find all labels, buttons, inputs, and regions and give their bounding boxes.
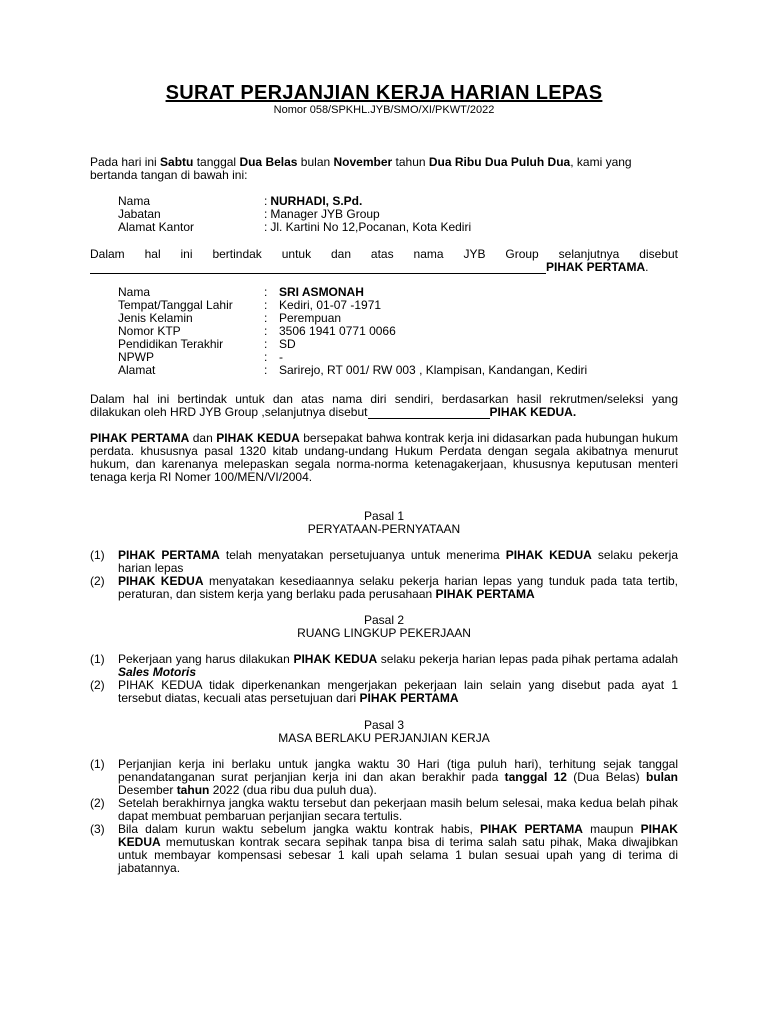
pasal2-title: RUANG LINGKUP PEKERJAAN: [297, 626, 471, 640]
pasal3-heading: Pasal 3: [363, 718, 405, 732]
item-text: [118, 575, 678, 601]
item-text: [118, 679, 678, 705]
field-label: Nama: [118, 285, 151, 299]
field-label: NPWP: [118, 350, 154, 364]
pasal1-title: PERYATAAN-PERNYATAAN: [307, 522, 461, 536]
party2-designation: PIHAK KEDUA.: [489, 405, 577, 419]
field-label: Nama: [118, 194, 151, 208]
acting-word: nama: [413, 247, 444, 261]
item-number: (3): [90, 822, 105, 836]
field-value: SD: [279, 337, 296, 351]
year-label: tahun: [176, 783, 210, 797]
acting-word: JYB: [463, 247, 486, 261]
item-number: (2): [90, 678, 105, 692]
field-value: Perempuan: [279, 311, 342, 325]
field-value: SRI ASMONAH: [279, 285, 364, 299]
period: .: [645, 260, 649, 274]
fill-underline: [368, 408, 490, 419]
item-text: [118, 758, 678, 797]
party1-ref: PIHAK PERTAMA: [435, 587, 535, 601]
item-number: (1): [90, 652, 105, 666]
acting-word: ini: [180, 247, 193, 261]
field-colon: :: [264, 298, 268, 312]
document-title: SURAT PERJANJIAN KERJA HARIAN LEPAS: [165, 82, 603, 104]
acting-word: hal: [144, 247, 161, 261]
acting-word: bertindak: [212, 247, 262, 261]
pasal3-title: MASA BERLAKU PERJANJIAN KERJA: [278, 731, 490, 745]
party1-identity-table: [118, 195, 471, 234]
party2-acting-line1: Dalam hal ini bertindak untuk dan atas nama diri sendiri, berdasarkan hasil rekrutmen/seleksi yang: [90, 392, 678, 406]
acting-word: Dalam: [90, 247, 125, 261]
pasal3-item: [90, 758, 678, 797]
field-colon: :: [264, 324, 268, 338]
party1-designation: PIHAK PERTAMA: [546, 260, 646, 274]
acting-word: Group: [505, 247, 539, 261]
opening-paragraph: [90, 156, 678, 182]
field-colon: :: [264, 311, 268, 325]
field-value: Manager JYB Group: [270, 207, 380, 221]
field-label: Alamat Kantor: [118, 220, 195, 234]
party2-ref: PIHAK KEDUA: [118, 574, 204, 588]
party1-ref: PIHAK PERTAMA: [479, 822, 583, 836]
field-colon: :: [264, 337, 268, 351]
pasal1-item: [90, 549, 678, 575]
field-value: 3506 1941 0771 0066: [279, 324, 396, 338]
party2-acting-line2: [90, 406, 576, 419]
item-text-run: Bila dalam kurun waktu sebelum jangka waktu kontrak habis,: [118, 822, 480, 836]
pasal3-item: [90, 797, 678, 823]
item-text-run: maupun: [582, 822, 641, 836]
month-label: bulan: [646, 770, 678, 784]
opening-year: Dua Ribu Dua Puluh Dua: [428, 155, 571, 169]
field-label: Nomor KTP: [118, 324, 181, 338]
party2-acting-text: dilakukan oleh HRD JYB Group ,selanjutnya disebut: [90, 405, 368, 419]
opening-text: tahun: [392, 155, 429, 169]
opening-text: bertanda tangan di bawah ini:: [90, 168, 248, 182]
agreement-text: bersepakat bahwa kontrak kerja ini didasarkan pada hubungan hukum perdata. khususnya pasal 1320 kitab undang-undang Hukum Perdata dengan segala akibatnya menurut hukum, dan karenanya melepaskan segala norma-norma ketenagakerjaan, khususnya keputusan menteri tenaga kerja RI Nomer 100/MEN/VI/2004.: [90, 431, 678, 484]
pasal3-item: [90, 823, 678, 875]
item-text-run: PIHAK KEDUA tidak diperkenankan mengerjakan pekerjaan lain selain yang disebut pada ayat 1 tersebut diatas, kecuali atas persetujuan dari: [118, 678, 678, 705]
field-colon: :: [264, 207, 268, 221]
opening-text: Pada hari ini: [90, 155, 161, 169]
item-text-run: Pekerjaan yang harus dilakukan: [118, 652, 294, 666]
party2-ref: PIHAK KEDUA: [216, 431, 300, 445]
end-date: tanggal 12: [504, 770, 567, 784]
party1-row: [118, 221, 471, 234]
pasal2-item: [90, 679, 678, 705]
agreement-paragraph: [90, 432, 678, 484]
party1-ref: PIHAK PERTAMA: [359, 691, 459, 705]
pasal1-item: [90, 575, 678, 601]
acting-word: disebut: [639, 247, 678, 261]
field-colon: :: [264, 285, 268, 299]
opening-text: tanggal: [193, 155, 240, 169]
item-number: (1): [90, 757, 105, 771]
opening-day: Sabtu: [160, 155, 194, 169]
field-value: NURHADI, S.Pd.: [270, 194, 363, 208]
field-colon: :: [264, 363, 268, 377]
field-value: Sarirejo, RT 001/ RW 003 , Klampisan, Kandangan, Kediri: [279, 363, 588, 377]
item-text: [118, 549, 678, 575]
field-value: Kediri, 01-07 -1971: [279, 298, 382, 312]
item-text: [118, 653, 678, 679]
pasal1-heading: Pasal 1: [363, 509, 405, 523]
party2-row: [118, 338, 587, 351]
item-text-run: (Dua Belas): [566, 770, 646, 784]
acting-word: selanjutnya: [558, 247, 620, 261]
opening-date: Dua Belas: [239, 155, 298, 169]
field-colon: :: [264, 194, 268, 208]
acting-word: dan: [330, 247, 352, 261]
party1-designation-line: [90, 261, 678, 274]
item-text-run: selaku pekerja harian lepas pada pihak pertama adalah: [377, 652, 678, 666]
agreement-text: dan: [189, 431, 217, 445]
item-text-run: menyatakan kesediaannya selaku pekerja harian lepas yang tunduk pada tata tertib, peraturan, dan sistem kerja yang berlaku pada perusahaan: [118, 574, 678, 601]
party2-ref: PIHAK KEDUA: [118, 822, 678, 849]
pasal2-heading: Pasal 2: [363, 613, 405, 627]
document-number: Nomor 058/SPKHL.JYB/SMO/XI/PKWT/2022: [273, 104, 495, 116]
pasal2-item: [90, 653, 678, 679]
field-label: Alamat: [118, 363, 156, 377]
item-text-run: 2022 (dua ribu dua puluh dua).: [209, 783, 377, 797]
field-label: Jenis Kelamin: [118, 311, 193, 325]
field-value: Jl. Kartini No 12,Pocanan, Kota Kediri: [270, 220, 472, 234]
item-number: (2): [90, 796, 105, 810]
item-text-run: memutuskan kontrak secara sepihak tanpa bisa di terima salah satu pihak, Maka diwajibkan untuk membayar kompensasi sebesar 1 kali upah selama 1 bulan sesuai upah yang di terima di jabatannya.: [118, 835, 678, 875]
item-text: Setelah berakhirnya jangka waktu tersebut dan pekerjaan masih belum selesai, maka kedua belah pihak dapat membuat pembaruan perjanjian secara tertulis.: [118, 796, 678, 823]
item-text-run: selaku pekerja harian lepas: [118, 548, 678, 575]
field-value: -: [279, 350, 283, 364]
item-text-run: telah menyatakan persetujuanya untuk menerima: [219, 548, 506, 562]
party2-row: [118, 364, 587, 377]
item-number: (2): [90, 574, 105, 588]
field-label: Jabatan: [118, 207, 161, 221]
fill-underline: [90, 263, 546, 274]
party2-ref: PIHAK KEDUA: [293, 652, 378, 666]
opening-text: , kami yang: [570, 155, 632, 169]
field-label: Tempat/Tanggal Lahir: [118, 298, 233, 312]
acting-word: atas: [370, 247, 394, 261]
field-colon: :: [264, 350, 268, 364]
acting-word: untuk: [281, 247, 312, 261]
opening-month: November: [333, 155, 393, 169]
item-text-run: Desember: [118, 783, 177, 797]
item-number: (1): [90, 548, 105, 562]
party1-ref: PIHAK PERTAMA: [118, 548, 220, 562]
field-label: Pendidikan Terakhir: [118, 337, 224, 351]
item-text-run: Perjanjian kerja ini berlaku untuk jangka waktu 30 Hari (tiga puluh hari), terhitung sejak tanggal penandatanganan surat perjanjian kerja ini dan akan berakhir pada: [118, 757, 678, 784]
party1-ref: PIHAK PERTAMA: [90, 431, 190, 445]
opening-text: bulan: [297, 155, 334, 169]
job-title: Sales Motoris: [118, 665, 197, 679]
party2-identity-table: [118, 286, 587, 377]
party2-ref: PIHAK KEDUA: [505, 548, 592, 562]
item-text: [118, 823, 678, 875]
field-colon: :: [264, 220, 268, 234]
